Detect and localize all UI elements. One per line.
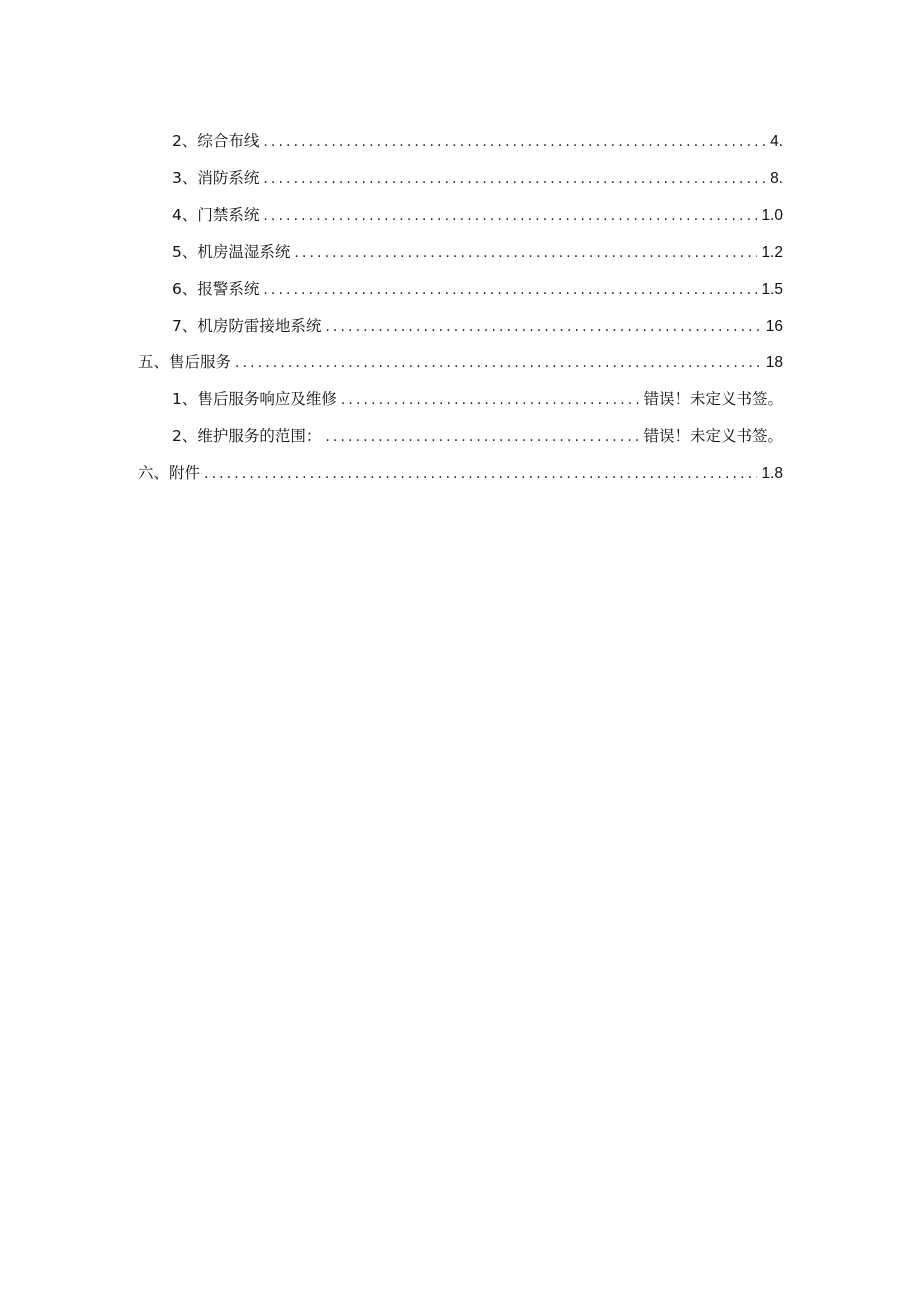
toc-entry-fire-system[interactable] [172,164,783,192]
toc-dot-leader [341,386,640,414]
toc-entry-title: 1、售后服务响应及维修 [172,390,337,408]
toc-entry-alarm-system[interactable] [172,275,783,303]
toc-page-number: 1.8 [761,465,783,482]
toc-entry-integrated-cabling[interactable] [172,127,783,155]
toc-page-number: 4. [770,133,783,150]
toc-dot-leader [204,460,757,488]
toc-page-number: 错误！未定义书签。 [643,428,783,445]
toc-page-number: 1.5 [761,281,783,298]
toc-entry-title: 2、维护服务的范围： [172,427,322,445]
toc-entry-access-control[interactable] [172,201,783,229]
toc-dot-leader [263,202,757,230]
toc-page-number: 18 [765,354,783,371]
toc-dot-leader [235,349,762,377]
toc-entry-title: 6、报警系统 [172,280,260,298]
toc-entry-lightning-grounding[interactable] [172,312,783,340]
toc-dot-leader [325,313,761,341]
toc-page-number: 16 [765,318,783,335]
toc-entry-title: 六、附件 [138,464,201,482]
toc-entry-temperature-humidity[interactable] [172,238,783,266]
toc-entry-title: 7、机房防雷接地系统 [172,317,322,335]
toc-entry-attachments[interactable] [138,459,783,487]
toc-entry-service-response[interactable] [172,385,783,413]
toc-dot-leader [263,276,757,304]
toc-page-number: 1.0 [761,207,783,224]
toc-entry-title: 5、机房温湿系统 [172,243,291,261]
toc-entry-title: 五、售后服务 [138,353,232,371]
toc-page-number: 错误！未定义书签。 [643,391,783,408]
toc-dot-leader [263,128,766,156]
toc-entry-title: 4、门禁系统 [172,206,260,224]
toc-page-number: 8. [770,170,783,187]
toc-entry-maintenance-scope[interactable] [172,422,783,450]
toc-page-number: 1.2 [761,244,783,261]
toc-entry-after-sales-service[interactable] [138,348,783,376]
toc-dot-leader [325,423,639,451]
toc-entry-title: 2、综合布线 [172,132,260,150]
toc-dot-leader [294,239,757,267]
toc-dot-leader [263,165,766,193]
toc-entry-title: 3、消防系统 [172,169,260,187]
